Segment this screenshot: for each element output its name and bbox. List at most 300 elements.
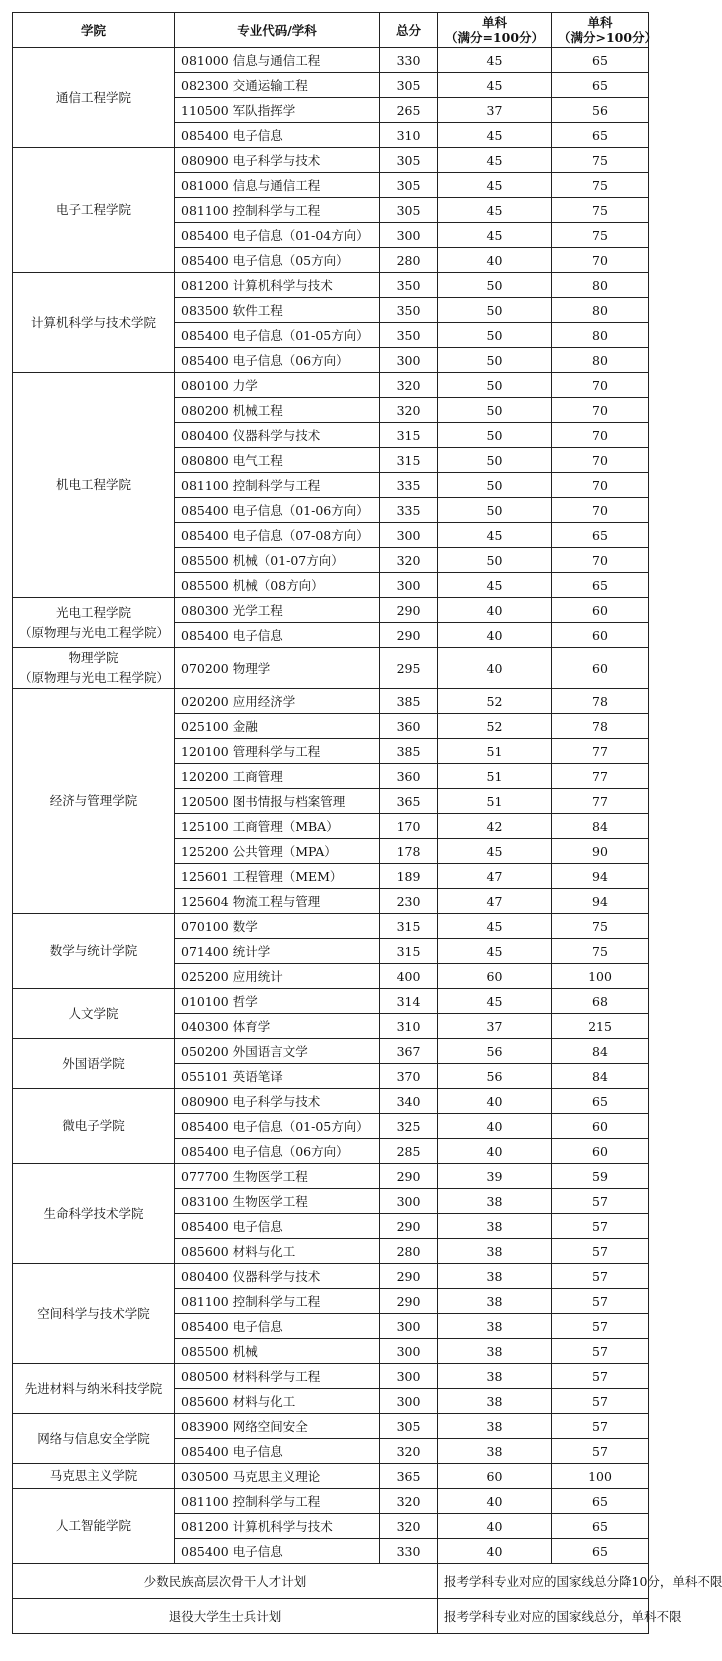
- major-cell: 085400 电子信息（06方向）: [175, 348, 380, 373]
- single-100-cell: 45: [438, 839, 552, 864]
- single-100-cell: 50: [438, 298, 552, 323]
- major-cell: 020200 应用经济学: [175, 689, 380, 714]
- total-score-cell: 315: [380, 423, 438, 448]
- single-over-100-cell: 57: [552, 1214, 649, 1239]
- total-score-cell: 189: [380, 864, 438, 889]
- single-100-cell: 40: [438, 648, 552, 689]
- major-cell: 085400 电子信息（01-04方向）: [175, 223, 380, 248]
- total-score-cell: 320: [380, 1439, 438, 1464]
- single-100-cell: 40: [438, 598, 552, 623]
- single-100-cell: 50: [438, 323, 552, 348]
- single-100-cell: 40: [438, 1114, 552, 1139]
- total-score-cell: 300: [380, 1314, 438, 1339]
- total-score-cell: 230: [380, 889, 438, 914]
- single-100-cell: 45: [438, 223, 552, 248]
- total-score-cell: 330: [380, 48, 438, 73]
- single-100-cell: 38: [438, 1239, 552, 1264]
- single-100-cell: 38: [438, 1189, 552, 1214]
- single-100-cell: 50: [438, 498, 552, 523]
- policy-row: [13, 1599, 649, 1634]
- single-over-100-cell: 80: [552, 323, 649, 348]
- single-100-cell: 45: [438, 573, 552, 598]
- single-over-100-cell: 70: [552, 248, 649, 273]
- single-100-cell: 38: [438, 1314, 552, 1339]
- total-score-cell: 295: [380, 648, 438, 689]
- total-score-cell: 400: [380, 964, 438, 989]
- single-100-cell: 38: [438, 1439, 552, 1464]
- single-100-cell: 47: [438, 864, 552, 889]
- single-100-cell: 38: [438, 1339, 552, 1364]
- total-score-cell: 340: [380, 1089, 438, 1114]
- single-100-cell: 38: [438, 1364, 552, 1389]
- total-score-cell: 290: [380, 623, 438, 648]
- total-score-cell: 290: [380, 1264, 438, 1289]
- college-name: [13, 148, 175, 273]
- single-100-cell: 50: [438, 398, 552, 423]
- single-over-100-cell: 57: [552, 1389, 649, 1414]
- single-over-100-cell: 65: [552, 73, 649, 98]
- total-score-cell: 360: [380, 714, 438, 739]
- single-over-100-cell: 57: [552, 1239, 649, 1264]
- major-cell: 083100 生物医学工程: [175, 1189, 380, 1214]
- total-score-cell: 305: [380, 173, 438, 198]
- single-over-100-cell: 75: [552, 173, 649, 198]
- total-score-cell: 360: [380, 764, 438, 789]
- major-cell: 085400 电子信息: [175, 1439, 380, 1464]
- table-row: [13, 689, 649, 714]
- major-cell: 085400 电子信息（01-05方向）: [175, 1114, 380, 1139]
- single-100-cell: 39: [438, 1164, 552, 1189]
- header-single-100: [438, 13, 552, 48]
- major-cell: 085400 电子信息: [175, 1214, 380, 1239]
- total-score-cell: 365: [380, 789, 438, 814]
- major-cell: 081200 计算机科学与技术: [175, 1514, 380, 1539]
- single-over-100-cell: 65: [552, 48, 649, 73]
- single-over-100-cell: 75: [552, 148, 649, 173]
- header-college: 学院: [13, 13, 175, 48]
- single-over-100-cell: 84: [552, 814, 649, 839]
- table-row: [13, 598, 649, 623]
- major-cell: 085400 电子信息（01-06方向）: [175, 498, 380, 523]
- total-score-cell: 290: [380, 1214, 438, 1239]
- single-100-cell: 45: [438, 123, 552, 148]
- single-over-100-cell: 100: [552, 964, 649, 989]
- college-name: [13, 1039, 175, 1089]
- total-score-cell: 365: [380, 1464, 438, 1489]
- total-score-cell: 290: [380, 1164, 438, 1189]
- single-100-cell: 50: [438, 373, 552, 398]
- table-row: [13, 1164, 649, 1189]
- single-over-100-cell: 60: [552, 1114, 649, 1139]
- policy-note: 报考学科专业对应的国家线总分，单科不限: [438, 1599, 649, 1634]
- single-over-100-cell: 60: [552, 1139, 649, 1164]
- header-total: 总分: [380, 13, 438, 48]
- table-row: [13, 1264, 649, 1289]
- college-name: [13, 273, 175, 373]
- major-cell: 125604 物流工程与管理: [175, 889, 380, 914]
- major-cell: 077700 生物医学工程: [175, 1164, 380, 1189]
- single-over-100-cell: 215: [552, 1014, 649, 1039]
- table-row: [13, 989, 649, 1014]
- single-100-cell: 45: [438, 523, 552, 548]
- single-over-100-cell: 57: [552, 1189, 649, 1214]
- college-name-line: 数学与统计学院: [49, 943, 138, 958]
- total-score-cell: 280: [380, 1239, 438, 1264]
- major-cell: 025100 金融: [175, 714, 380, 739]
- total-score-cell: 300: [380, 348, 438, 373]
- table-row: [13, 48, 649, 73]
- college-name-line: 先进材料与纳米科技学院: [24, 1380, 163, 1396]
- single-100-cell: 40: [438, 1139, 552, 1164]
- college-name-line: 空间科学与技术学院: [37, 1305, 150, 1321]
- major-cell: 071400 统计学: [175, 939, 380, 964]
- single-100-cell: 51: [438, 789, 552, 814]
- major-cell: 125200 公共管理（MPA）: [175, 839, 380, 864]
- total-score-cell: 315: [380, 939, 438, 964]
- single-over-100-cell: 70: [552, 448, 649, 473]
- single-over-100-cell: 65: [552, 573, 649, 598]
- major-cell: 120500 图书情报与档案管理: [175, 789, 380, 814]
- header-single-100-line2: （满分=100分）: [444, 30, 545, 45]
- major-cell: 085400 电子信息（06方向）: [175, 1139, 380, 1164]
- total-score-cell: 300: [380, 523, 438, 548]
- major-cell: 081100 控制科学与工程: [175, 473, 380, 498]
- single-100-cell: 38: [438, 1264, 552, 1289]
- single-over-100-cell: 65: [552, 1514, 649, 1539]
- college-name: [13, 1164, 175, 1264]
- total-score-cell: 320: [380, 548, 438, 573]
- major-cell: 025200 应用统计: [175, 964, 380, 989]
- single-over-100-cell: 75: [552, 939, 649, 964]
- single-100-cell: 45: [438, 73, 552, 98]
- header-single-over-100-line1: 单科: [587, 15, 613, 30]
- major-cell: 081000 信息与通信工程: [175, 173, 380, 198]
- major-cell: 080500 材料科学与工程: [175, 1364, 380, 1389]
- total-score-cell: 350: [380, 298, 438, 323]
- college-name-line: 微电子学院: [62, 1118, 125, 1133]
- total-score-cell: 330: [380, 1539, 438, 1564]
- college-name-line: 网络与信息安全学院: [37, 1430, 150, 1446]
- major-cell: 085400 电子信息（05方向）: [175, 248, 380, 273]
- total-score-cell: 280: [380, 248, 438, 273]
- single-100-cell: 47: [438, 889, 552, 914]
- total-score-cell: 320: [380, 373, 438, 398]
- college-name: [13, 1264, 175, 1364]
- single-100-cell: 50: [438, 423, 552, 448]
- total-score-cell: 385: [380, 689, 438, 714]
- single-over-100-cell: 65: [552, 1489, 649, 1514]
- major-cell: 083900 网络空间安全: [175, 1414, 380, 1439]
- total-score-cell: 350: [380, 273, 438, 298]
- total-score-cell: 178: [380, 839, 438, 864]
- total-score-cell: 300: [380, 1364, 438, 1389]
- college-name-line: 计算机科学与技术学院: [30, 314, 156, 330]
- single-100-cell: 45: [438, 914, 552, 939]
- major-cell: 030500 马克思主义理论: [175, 1464, 380, 1489]
- single-100-cell: 60: [438, 1464, 552, 1489]
- total-score-cell: 300: [380, 573, 438, 598]
- single-over-100-cell: 90: [552, 839, 649, 864]
- single-100-cell: 51: [438, 764, 552, 789]
- single-over-100-cell: 77: [552, 764, 649, 789]
- college-name-line: （原物理与光电工程学院）: [19, 624, 170, 640]
- single-over-100-cell: 59: [552, 1164, 649, 1189]
- single-over-100-cell: 70: [552, 548, 649, 573]
- single-100-cell: 50: [438, 348, 552, 373]
- major-cell: 010100 哲学: [175, 989, 380, 1014]
- total-score-cell: 320: [380, 1514, 438, 1539]
- single-100-cell: 40: [438, 248, 552, 273]
- single-over-100-cell: 75: [552, 914, 649, 939]
- single-100-cell: 45: [438, 198, 552, 223]
- single-100-cell: 51: [438, 739, 552, 764]
- score-table: [12, 12, 722, 1634]
- total-score-cell: 300: [380, 223, 438, 248]
- major-cell: 085400 电子信息（01-05方向）: [175, 323, 380, 348]
- college-name-line: 人工智能学院: [55, 1518, 131, 1533]
- total-score-cell: 300: [380, 1189, 438, 1214]
- major-cell: 070100 数学: [175, 914, 380, 939]
- total-score-cell: 315: [380, 914, 438, 939]
- table-row: [13, 373, 649, 398]
- total-score-cell: 314: [380, 989, 438, 1014]
- single-over-100-cell: 75: [552, 223, 649, 248]
- single-100-cell: 38: [438, 1214, 552, 1239]
- header-single-over-100: [552, 13, 658, 48]
- college-name-line: 物理学院: [68, 650, 119, 665]
- single-over-100-cell: 84: [552, 1064, 649, 1089]
- total-score-cell: 265: [380, 98, 438, 123]
- single-over-100-cell: 65: [552, 1089, 649, 1114]
- single-over-100-cell: 60: [552, 648, 649, 689]
- college-name: [13, 373, 175, 598]
- college-name-line: 机电工程学院: [55, 477, 131, 492]
- single-over-100-cell: 65: [552, 1539, 649, 1564]
- major-cell: 085600 材料与化工: [175, 1389, 380, 1414]
- single-over-100-cell: 70: [552, 373, 649, 398]
- total-score-cell: 305: [380, 148, 438, 173]
- single-100-cell: 50: [438, 448, 552, 473]
- major-cell: 081200 计算机科学与技术: [175, 273, 380, 298]
- major-cell: 125601 工程管理（MEM）: [175, 864, 380, 889]
- total-score-cell: 335: [380, 473, 438, 498]
- total-score-cell: 310: [380, 123, 438, 148]
- college-name: [13, 1414, 175, 1464]
- college-name-line: 电子工程学院: [55, 202, 131, 217]
- single-over-100-cell: 80: [552, 348, 649, 373]
- major-cell: 080100 力学: [175, 373, 380, 398]
- single-100-cell: 38: [438, 1414, 552, 1439]
- single-over-100-cell: 80: [552, 273, 649, 298]
- single-over-100-cell: 68: [552, 989, 649, 1014]
- major-cell: 085400 电子信息: [175, 623, 380, 648]
- single-over-100-cell: 94: [552, 889, 649, 914]
- single-100-cell: 56: [438, 1039, 552, 1064]
- major-cell: 081100 控制科学与工程: [175, 198, 380, 223]
- header-row: [13, 13, 649, 48]
- single-over-100-cell: 78: [552, 689, 649, 714]
- major-cell: 080800 电气工程: [175, 448, 380, 473]
- major-cell: 080400 仪器科学与技术: [175, 423, 380, 448]
- single-over-100-cell: 57: [552, 1414, 649, 1439]
- major-cell: 081100 控制科学与工程: [175, 1289, 380, 1314]
- total-score-cell: 367: [380, 1039, 438, 1064]
- college-name-line: 生命科学技术学院: [43, 1205, 144, 1221]
- major-cell: 085400 电子信息（07-08方向）: [175, 523, 380, 548]
- single-100-cell: 37: [438, 1014, 552, 1039]
- policy-note: 报考学科专业对应的国家线总分降10分，单科不限: [438, 1564, 649, 1599]
- major-cell: 120200 工商管理: [175, 764, 380, 789]
- policy-name: 少数民族高层次骨干人才计划: [13, 1564, 438, 1599]
- total-score-cell: 285: [380, 1139, 438, 1164]
- single-100-cell: 45: [438, 48, 552, 73]
- table-row: [13, 1464, 649, 1489]
- table-row: [13, 914, 649, 939]
- single-100-cell: 40: [438, 623, 552, 648]
- table-row: [13, 1364, 649, 1389]
- single-over-100-cell: 78: [552, 714, 649, 739]
- total-score-cell: 305: [380, 198, 438, 223]
- major-cell: 085400 电子信息: [175, 123, 380, 148]
- major-cell: 080900 电子科学与技术: [175, 148, 380, 173]
- total-score-cell: 290: [380, 598, 438, 623]
- single-100-cell: 40: [438, 1514, 552, 1539]
- college-name: [13, 48, 175, 148]
- single-100-cell: 40: [438, 1539, 552, 1564]
- table-row: [13, 273, 649, 298]
- single-100-cell: 50: [438, 473, 552, 498]
- college-name-line: 光电工程学院: [55, 604, 131, 620]
- single-100-cell: 42: [438, 814, 552, 839]
- major-cell: 080900 电子科学与技术: [175, 1089, 380, 1114]
- single-100-cell: 40: [438, 1489, 552, 1514]
- single-over-100-cell: 56: [552, 98, 649, 123]
- college-name-line: 马克思主义学院: [49, 1468, 138, 1483]
- total-score-cell: 170: [380, 814, 438, 839]
- college-name: [13, 648, 175, 689]
- single-over-100-cell: 80: [552, 298, 649, 323]
- policy-name: 退役大学生士兵计划: [13, 1599, 438, 1634]
- single-100-cell: 60: [438, 964, 552, 989]
- major-cell: 055101 英语笔译: [175, 1064, 380, 1089]
- single-100-cell: 38: [438, 1389, 552, 1414]
- single-over-100-cell: 70: [552, 398, 649, 423]
- single-over-100-cell: 60: [552, 623, 649, 648]
- total-score-cell: 385: [380, 739, 438, 764]
- total-score-cell: 290: [380, 1289, 438, 1314]
- single-over-100-cell: 57: [552, 1289, 649, 1314]
- college-name-line: 通信工程学院: [55, 89, 131, 105]
- major-cell: 085400 电子信息: [175, 1314, 380, 1339]
- single-100-cell: 38: [438, 1289, 552, 1314]
- college-name-line: 经济与管理学院: [49, 793, 138, 808]
- total-score-cell: 350: [380, 323, 438, 348]
- header-single-100-line1: 单科: [481, 15, 507, 30]
- total-score-cell: 305: [380, 1414, 438, 1439]
- college-name: [13, 1089, 175, 1164]
- major-cell: 085500 机械: [175, 1339, 380, 1364]
- single-100-cell: 52: [438, 689, 552, 714]
- total-score-cell: 335: [380, 498, 438, 523]
- major-cell: 081000 信息与通信工程: [175, 48, 380, 73]
- total-score-cell: 300: [380, 1389, 438, 1414]
- total-score-cell: 315: [380, 448, 438, 473]
- total-score-cell: 320: [380, 1489, 438, 1514]
- college-name: [13, 1489, 175, 1564]
- table-body: [13, 48, 722, 1634]
- total-score-cell: 310: [380, 1014, 438, 1039]
- single-over-100-cell: 70: [552, 473, 649, 498]
- single-100-cell: 45: [438, 989, 552, 1014]
- single-100-cell: 45: [438, 939, 552, 964]
- major-cell: 110500 军队指挥学: [175, 98, 380, 123]
- college-name: [13, 914, 175, 989]
- major-cell: 083500 软件工程: [175, 298, 380, 323]
- policy-row: [13, 1564, 649, 1599]
- single-over-100-cell: 100: [552, 1464, 649, 1489]
- table-row: [13, 148, 649, 173]
- major-cell: 050200 外国语言文学: [175, 1039, 380, 1064]
- single-over-100-cell: 65: [552, 523, 649, 548]
- table-row: [13, 648, 649, 689]
- major-cell: 082300 交通运输工程: [175, 73, 380, 98]
- single-100-cell: 45: [438, 148, 552, 173]
- college-name: [13, 598, 175, 648]
- major-cell: 040300 体育学: [175, 1014, 380, 1039]
- college-name: [13, 689, 175, 914]
- single-over-100-cell: 70: [552, 498, 649, 523]
- total-score-cell: 320: [380, 398, 438, 423]
- major-cell: 070200 物理学: [175, 648, 380, 689]
- college-name: [13, 989, 175, 1039]
- major-cell: 080200 机械工程: [175, 398, 380, 423]
- single-over-100-cell: 84: [552, 1039, 649, 1064]
- total-score-cell: 325: [380, 1114, 438, 1139]
- college-name-line: 人文学院: [68, 1005, 119, 1021]
- single-100-cell: 45: [438, 173, 552, 198]
- table-header: [13, 13, 658, 48]
- single-100-cell: 50: [438, 548, 552, 573]
- table-row: [13, 1414, 649, 1439]
- college-name: [13, 1464, 175, 1489]
- total-score-cell: 305: [380, 73, 438, 98]
- single-100-cell: 50: [438, 273, 552, 298]
- single-100-cell: 37: [438, 98, 552, 123]
- single-over-100-cell: 65: [552, 123, 649, 148]
- single-over-100-cell: 60: [552, 598, 649, 623]
- total-score-cell: 370: [380, 1064, 438, 1089]
- major-cell: 085500 机械（01-07方向）: [175, 548, 380, 573]
- major-cell: 080400 仪器科学与技术: [175, 1264, 380, 1289]
- single-over-100-cell: 70: [552, 423, 649, 448]
- major-cell: 120100 管理科学与工程: [175, 739, 380, 764]
- table-row: [13, 1089, 649, 1114]
- single-over-100-cell: 77: [552, 789, 649, 814]
- header-single-over-100-line2: （满分>100分）: [558, 30, 658, 45]
- single-over-100-cell: 57: [552, 1439, 649, 1464]
- single-over-100-cell: 57: [552, 1364, 649, 1389]
- single-over-100-cell: 57: [552, 1339, 649, 1364]
- single-over-100-cell: 94: [552, 864, 649, 889]
- table-row: [13, 1489, 649, 1514]
- single-over-100-cell: 77: [552, 739, 649, 764]
- single-over-100-cell: 57: [552, 1314, 649, 1339]
- major-cell: 085400 电子信息: [175, 1539, 380, 1564]
- header-major: 专业代码/学科: [175, 13, 380, 48]
- major-cell: 081100 控制科学与工程: [175, 1489, 380, 1514]
- single-over-100-cell: 75: [552, 198, 649, 223]
- table-row: [13, 1039, 649, 1064]
